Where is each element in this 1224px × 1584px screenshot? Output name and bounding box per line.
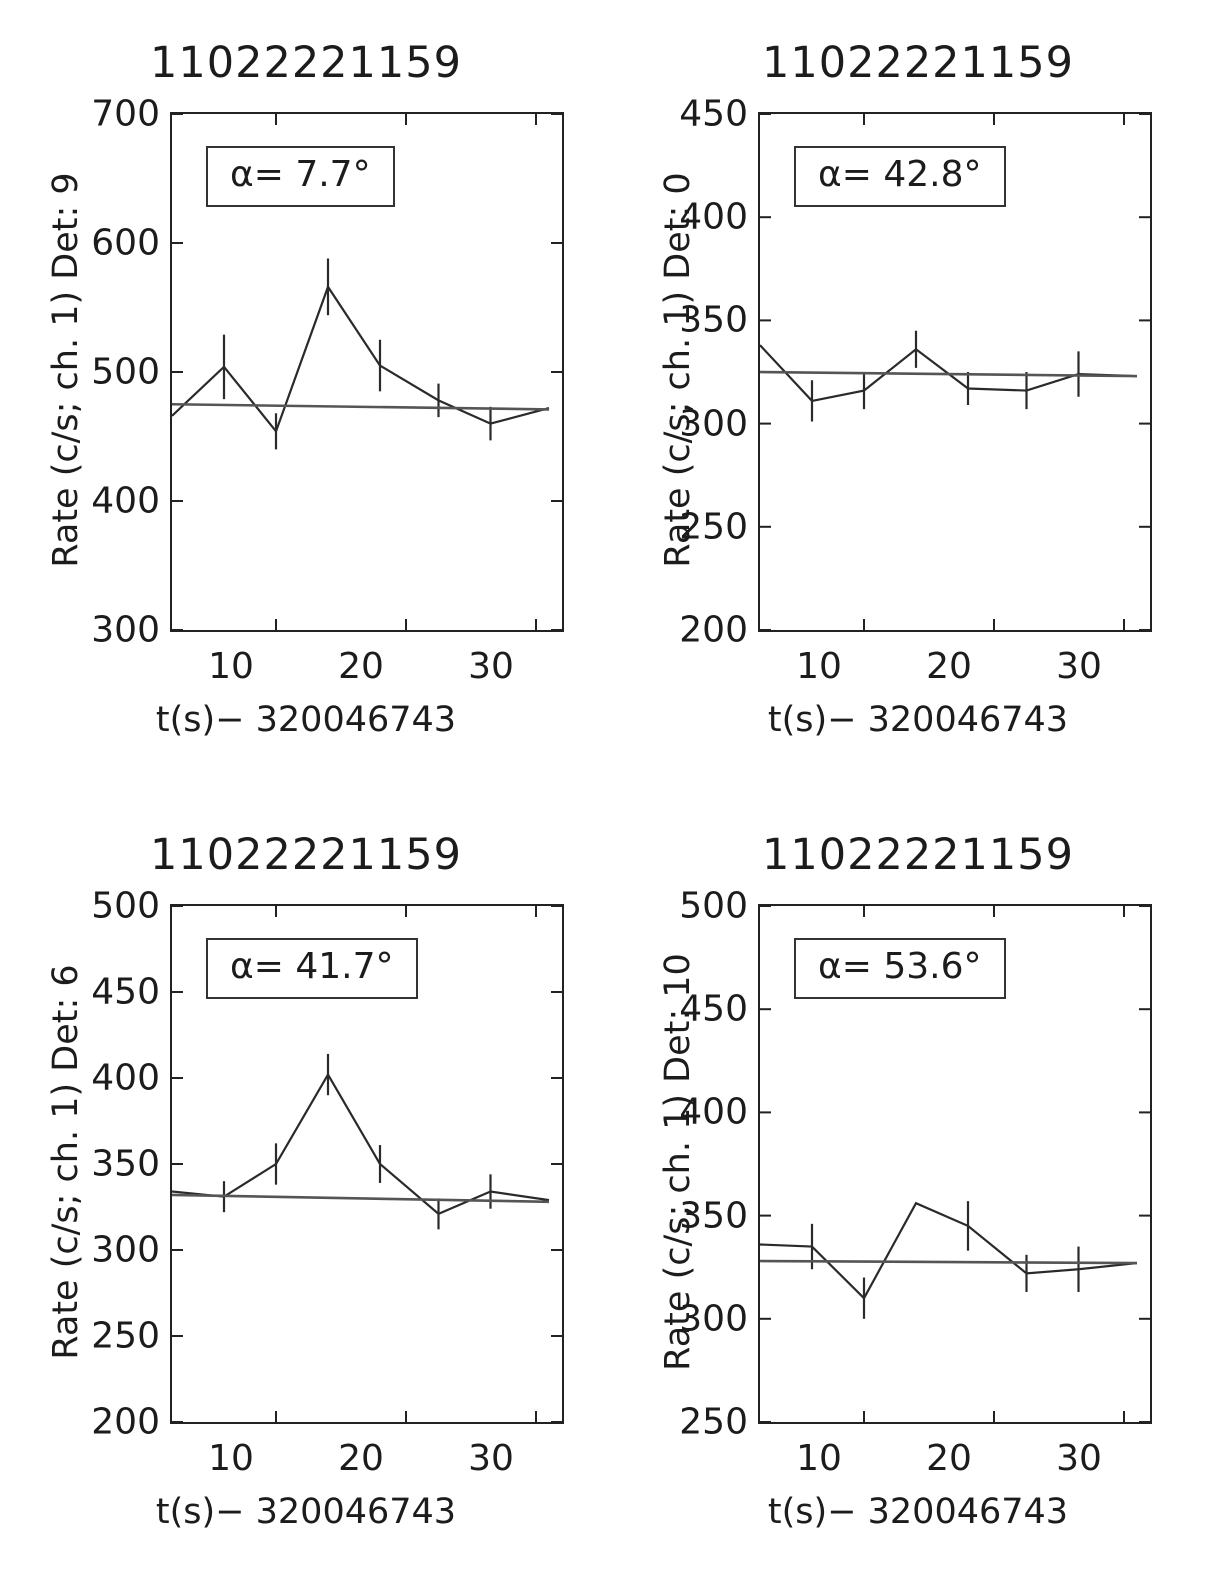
y-tick-label: 300 [91, 1229, 160, 1271]
y-axis-label: Rate (c/s; ch. 1) Det: 10 [658, 953, 698, 1371]
y-tick-label: 200 [91, 1401, 160, 1443]
y-tick-label: 500 [91, 351, 160, 393]
alpha-annotation-text: α= 42.8° [818, 154, 982, 195]
background-fit-line [172, 404, 549, 409]
panel-title: 11022221159 [150, 830, 462, 880]
plot-panel-det-10 [612, 792, 1224, 1584]
alpha-annotation-text: α= 7.7° [230, 154, 371, 195]
y-axis-label: Rate (c/s; ch. 1) Det: 6 [46, 964, 86, 1360]
y-tick-label: 300 [679, 1298, 748, 1340]
y-tick-label: 400 [91, 480, 160, 522]
y-tick-label: 400 [679, 196, 748, 238]
x-tick-label: 30 [468, 646, 514, 687]
panel-title: 11022221159 [150, 38, 462, 88]
x-tick-label: 20 [338, 1438, 384, 1479]
x-tick-label: 30 [468, 1438, 514, 1479]
y-tick-label: 700 [91, 93, 160, 135]
plot-panel-det-6 [0, 792, 612, 1584]
y-axis-label: Rate (c/s; ch. 1) Det: 9 [46, 172, 86, 568]
panel-title: 11022221159 [762, 830, 1074, 880]
x-tick-label: 20 [338, 646, 384, 687]
x-tick-label: 20 [926, 646, 972, 687]
y-tick-label: 500 [679, 885, 748, 927]
x-axis-label: t(s)− 320046743 [155, 1492, 457, 1532]
alpha-annotation [206, 938, 418, 999]
alpha-annotation [206, 146, 395, 207]
plot-panel-det-0 [612, 0, 1224, 792]
y-tick-label: 600 [91, 222, 160, 264]
x-tick-label: 30 [1056, 646, 1102, 687]
y-tick-label: 450 [91, 971, 160, 1013]
x-tick-label: 10 [208, 1438, 254, 1479]
y-tick-label: 350 [91, 1143, 160, 1185]
y-tick-label: 400 [91, 1057, 160, 1099]
x-tick-label: 30 [1056, 1438, 1102, 1479]
alpha-annotation [794, 146, 1006, 207]
y-tick-label: 400 [679, 1091, 748, 1133]
y-tick-label: 350 [679, 299, 748, 341]
alpha-annotation-text: α= 53.6° [818, 946, 982, 987]
alpha-annotation-text: α= 41.7° [230, 946, 394, 987]
y-tick-label: 300 [91, 609, 160, 651]
background-fit-line [760, 1261, 1137, 1263]
y-tick-label: 250 [679, 506, 748, 548]
y-tick-label: 250 [679, 1401, 748, 1443]
x-tick-label: 10 [796, 646, 842, 687]
x-tick-label: 20 [926, 1438, 972, 1479]
rate-series-line [172, 1075, 549, 1214]
plot-panel-det-9 [0, 0, 612, 792]
y-tick-label: 250 [91, 1315, 160, 1357]
y-tick-label: 350 [679, 1195, 748, 1237]
y-tick-label: 450 [679, 93, 748, 135]
alpha-annotation [794, 938, 1006, 999]
y-tick-label: 200 [679, 609, 748, 651]
y-axis-label: Rate (c/s; ch. 1) Det: 0 [658, 172, 698, 568]
x-tick-label: 10 [208, 646, 254, 687]
x-axis-label: t(s)− 320046743 [767, 700, 1069, 740]
x-axis-label: t(s)− 320046743 [155, 700, 457, 740]
rate-series-line [760, 1203, 1137, 1298]
x-axis-label: t(s)− 320046743 [767, 1492, 1069, 1532]
background-fit-line [172, 1195, 549, 1202]
y-tick-label: 450 [679, 988, 748, 1030]
x-tick-label: 10 [796, 1438, 842, 1479]
y-tick-label: 300 [679, 403, 748, 445]
panel-title: 11022221159 [762, 38, 1074, 88]
y-tick-label: 500 [91, 885, 160, 927]
